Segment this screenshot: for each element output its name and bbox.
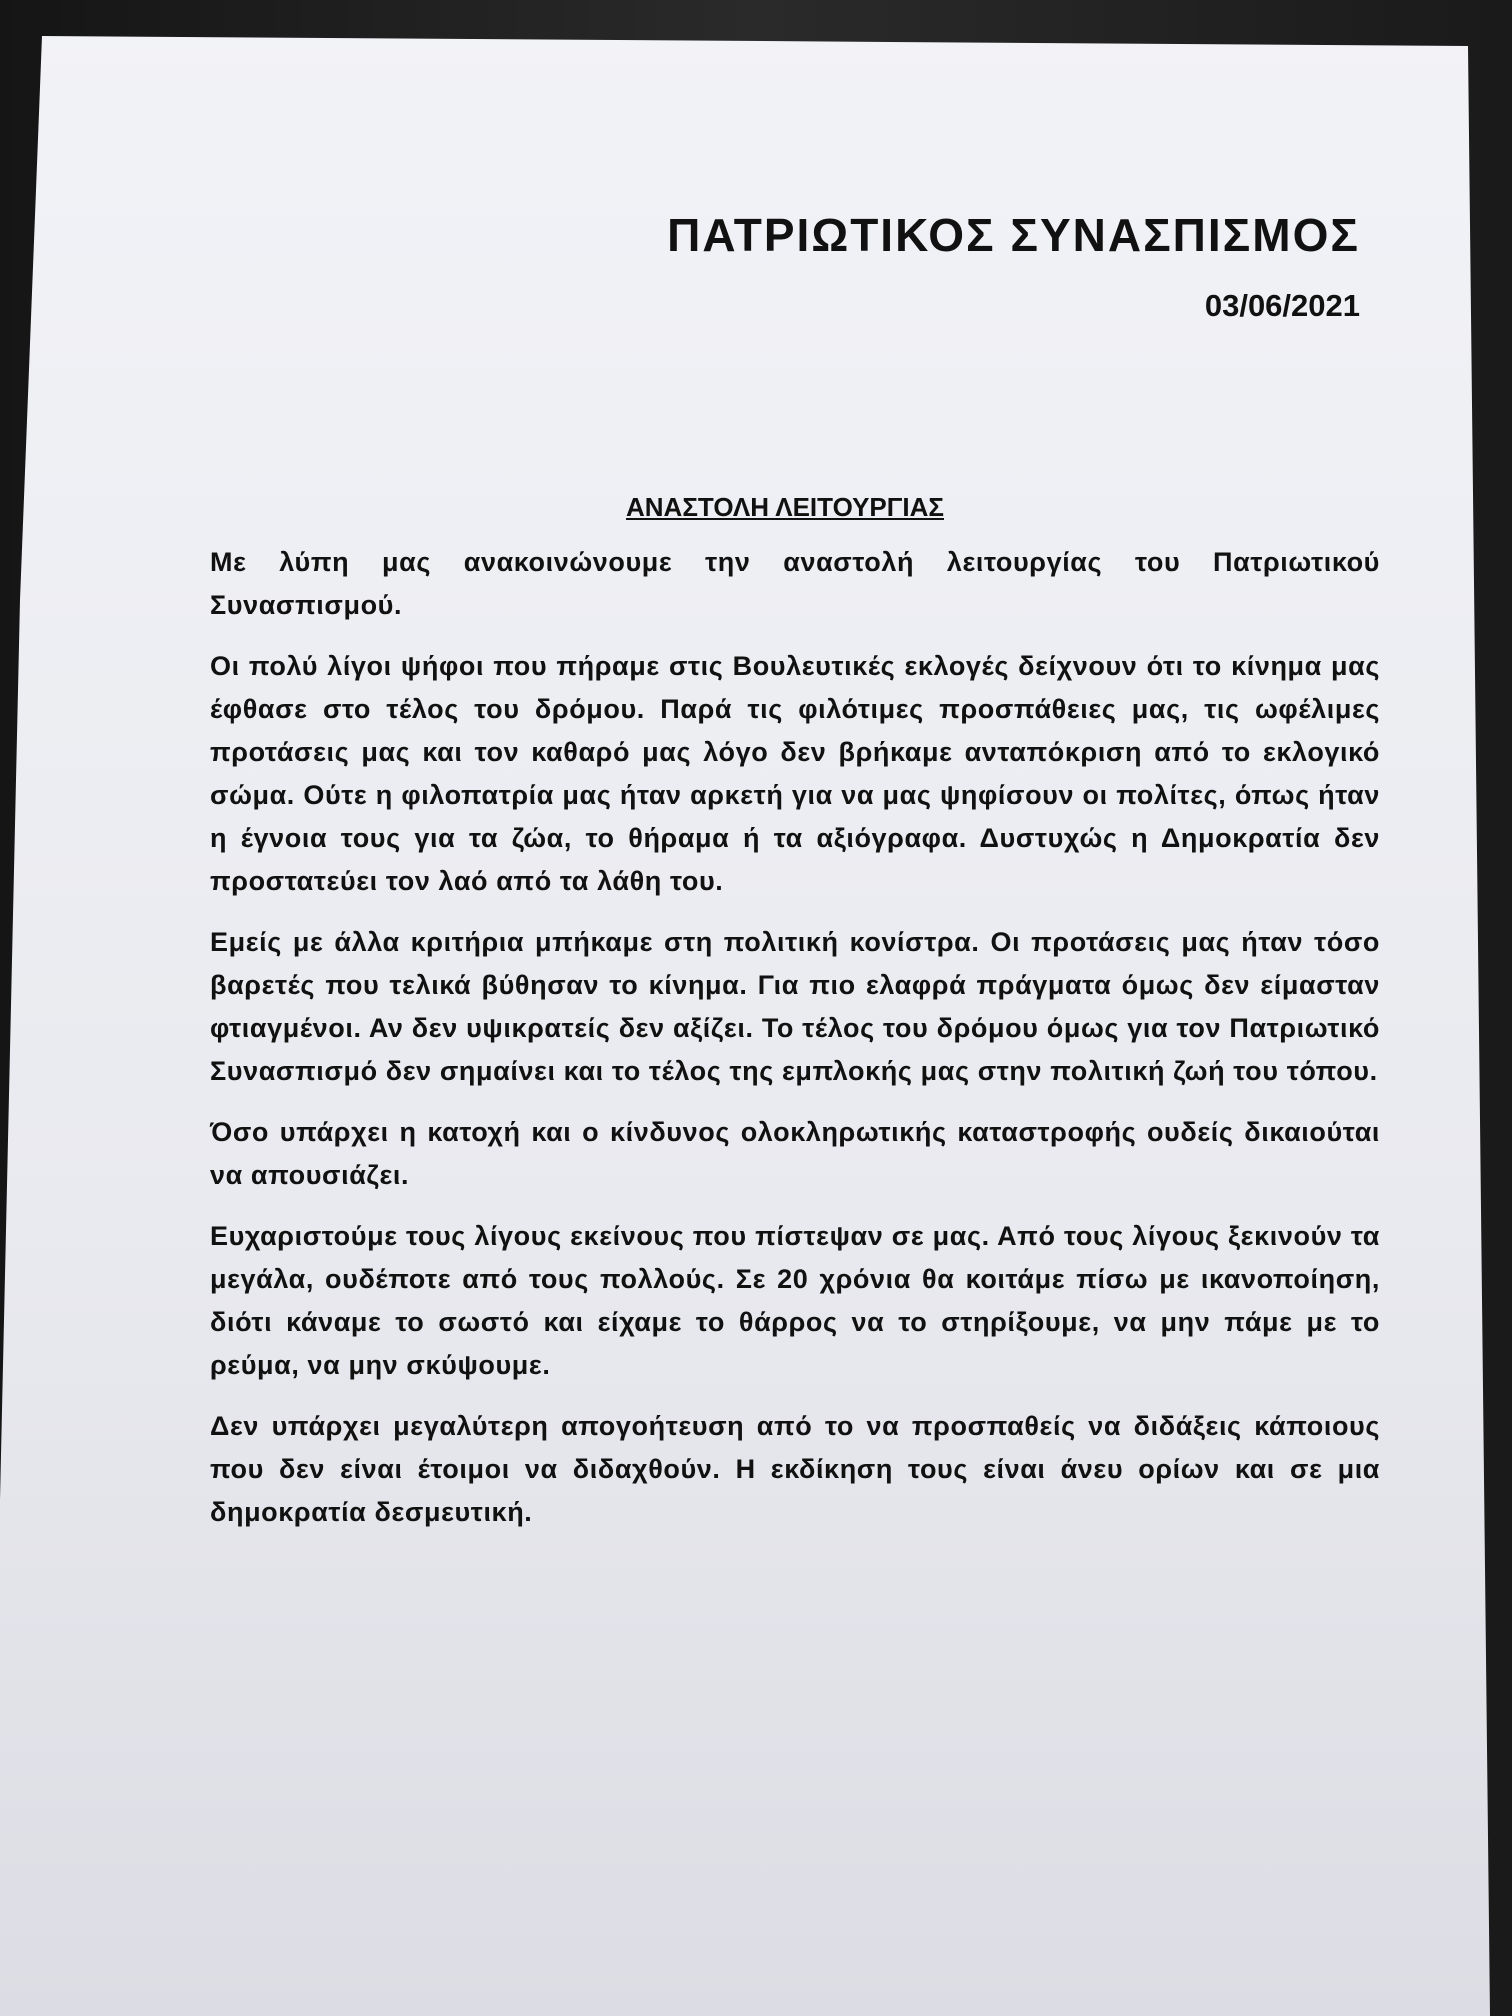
paragraph: Δεν υπάρχει μεγαλύτερη απογοήτευση από το να προσπαθείς να διδάξεις κάποιους που δεν είναι έτοιμοι να διδαχθούν. Η εκδίκηση τους είναι άνευ ορίων και σε μια δημοκρατία δεσμευτική.	[210, 1411, 1380, 1527]
document-body	[190, 541, 1400, 1534]
organization-title: ΠΑΤΡΙΩΤΙΚΟΣ ΣΥΝΑΣΠΙΣΜΟΣ	[667, 209, 1360, 261]
paragraph: Οι πολύ λίγοι ψήφοι που πήραμε στις Βουλευτικές εκλογές δείχνουν ότι το κίνημα μας έφθασε στο τέλος του δρόμου. Παρά τις φιλότιμες προσπάθειες μας, τις ωφέλιμες προτάσεις μας και τον καθαρό μας λόγο δεν βρήκαμε ανταπόκριση από το εκλογικό σώμα. Ούτε η φιλοπατρία μας ήταν αρκετή για να μας ψηφίσουν οι πολίτες, όπως ήταν η έγνοια τους για τα ζώα, το θήραμα ή τα αξιόγραφα. Δυστυχώς η Δημοκρατία δεν προστατεύει τον λαό από τα λάθη του.	[210, 651, 1380, 896]
paragraph: Όσο υπάρχει η κατοχή και ο κίνδυνος ολοκληρωτικής καταστροφής ουδείς δικαιούται να απουσιάζει.	[210, 1117, 1380, 1190]
paragraph: Με λύπη μας ανακοινώνουμε την αναστολή λειτουργίας του Πατριωτικού Συνασπισμού.	[210, 547, 1380, 620]
document-heading: ΑΝΑΣΤΟΛΗ ΛΕΙΤΟΥΡΓΙΑΣ	[626, 492, 944, 522]
document-date: 03/06/2021	[1204, 288, 1360, 323]
paragraph: Εμείς με άλλα κριτήρια μπήκαμε στη πολιτική κονίστρα. Οι προτάσεις μας ήταν τόσο βαρετές που τελικά βύθησαν το κίνημα. Για πιο ελαφρά πράγματα όμως δεν είμασταν φτιαγμένοι. Αν δεν υψικρατείς δεν αξίζει. Το τέλος του δρόμου όμως για τον Πατριωτικό Συνασπισμό δεν σημαίνει και το τέλος της εμπλοκής μας στην πολιτική ζωή του τόπου.	[210, 927, 1380, 1086]
paragraph: Ευχαριστούμε τους λίγους εκείνους που πίστεψαν σε μας. Από τους λίγους ξεκινούν τα μεγάλα, ουδέποτε από τους πολλούς. Σε 20 χρόνια θα κοιτάμε πίσω με ικανοποίηση, διότι κάναμε το σωστό και είχαμε το θάρρος να το στηρίξουμε, να μην πάμε με το ρεύμα, να μην σκύψουμε.	[210, 1221, 1380, 1380]
document-content	[190, 200, 1400, 1534]
